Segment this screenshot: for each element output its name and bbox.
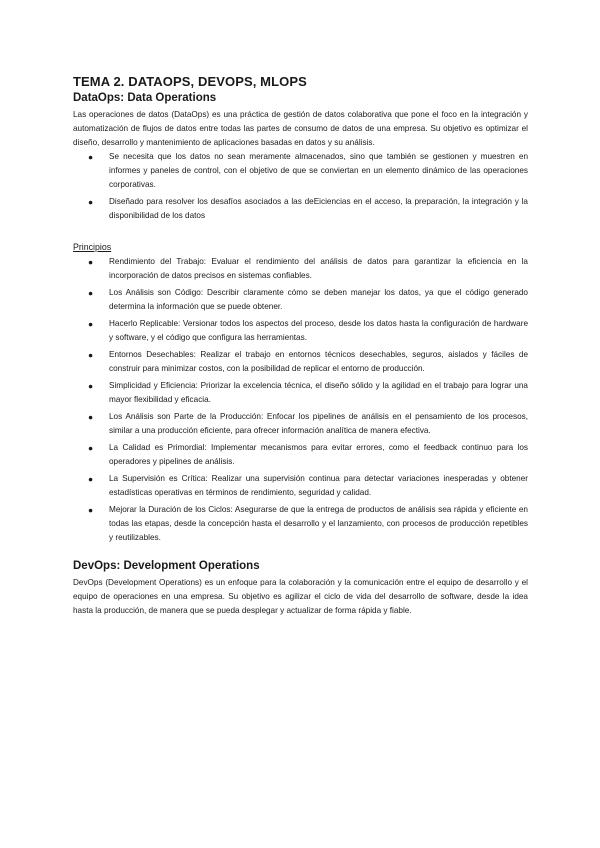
list-item [73,441,528,469]
list-item [73,472,528,500]
bullet-icon: ● [88,412,94,422]
list-item [73,286,528,314]
list-item [73,150,528,192]
list-item-text: Diseñado para resolver los desafíos asociados a las deEiciencias en el acceso, la preparación, la integración y la disponibilidad de los datos [109,197,528,220]
principios-heading: Principios [73,242,112,252]
list-item-text: La Supervisión es Crítica: Realizar una supervisión continua para detectar variaciones inesperadas y obtener estadísticas operativas en términos de rendimiento, seguridad y calidad. [109,474,528,497]
dataops-bullet-list [73,150,528,223]
list-item [73,317,528,345]
list-item-text: Mejorar la Duración de los Ciclos: Asegurarse de que la entrega de productos de análisis sea rápida y eficiente en todas las etapas, desde la concepción hasta el desarrollo y el lanzamiento, con procesos de producción repetibles y reutilizables. [109,505,528,542]
devops-heading: DevOps: Development Operations [73,560,260,572]
principios-list [73,255,528,545]
document-page [73,74,528,618]
list-item [73,503,528,545]
bullet-icon: ● [88,288,94,298]
devops-paragraph: DevOps (Development Operations) es un enfoque para la colaboración y la comunicación entre el equipo de desarrollo y el equipo de operaciones en una empresa. Su objetivo es agilizar el ciclo de vida del desarrollo de software, desde la idea hasta la producción, de manera que se pueda desplegar y actualizar de forma rápida y fiable. [73,578,528,615]
bullet-icon: ● [88,257,94,267]
list-item [73,195,528,223]
list-item [73,348,528,376]
bullet-icon: ● [88,197,94,207]
page-title: TEMA 2. DATAOPS, DEVOPS, MLOPS [73,74,307,89]
list-item-text: Se necesita que los datos no sean meramente almacenados, sino que también se gestionen y muestren en informes y paneles de control, con el objetivo de que se conviertan en un elemento dinámico de las operaciones corporativas. [109,152,528,189]
list-item-text: Entornos Desechables: Realizar el trabajo en entornos técnicos desechables, seguros, aislados y fáciles de construir para minimizar costos, con la posibilidad de replicar el entorno de producción. [109,350,528,373]
list-item-text: Rendimiento del Trabajo: Evaluar el rendimiento del análisis de datos para garantizar la eficiencia en la incorporación de datos precisos en sistemas confiables. [109,257,528,280]
list-item-text: Los Análisis son Código: Describir claramente cómo se deben manejar los datos, ya que el código generado determina la información que se puede obtener. [109,288,528,311]
bullet-icon: ● [88,381,94,391]
bullet-icon: ● [88,350,94,360]
list-item [73,255,528,283]
list-item [73,379,528,407]
list-item-text: Hacerlo Replicable: Versionar todos los aspectos del proceso, desde los datos hasta la configuración de hardware y software, y el código que configura las herramientas. [109,319,528,342]
list-item-text: Simplicidad y Eficiencia: Priorizar la excelencia técnica, el diseño sólido y la agilidad en el trabajo para lograr una mayor flexibilidad y eficacia. [109,381,528,404]
list-item-text: La Calidad es Primordial: Implementar mecanismos para evitar errores, como el feedback continuo para los operadores y pipelines de análisis. [109,443,528,466]
bullet-icon: ● [88,443,94,453]
dataops-heading: DataOps: Data Operations [73,92,217,104]
list-item-text: Los Análisis son Parte de la Producción: Enfocar los pipelines de análisis en el pensamiento de los procesos, similar a una producción eficiente, para ofrecer información analítica de manera efectiva. [109,412,528,435]
bullet-icon: ● [88,505,94,515]
dataops-paragraph: Las operaciones de datos (DataOps) es una práctica de gestión de datos colaborativa que pone el foco en la integración y automatización de flujos de datos entre todas las partes de consumo de datos de una empresa. Su objetivo es optimizar el diseño, desarrollo y mantenimiento de aplicaciones basadas en datos y su análisis. [73,110,528,147]
bullet-icon: ● [88,152,94,162]
bullet-icon: ● [88,474,94,484]
bullet-icon: ● [88,319,94,329]
list-item [73,410,528,438]
